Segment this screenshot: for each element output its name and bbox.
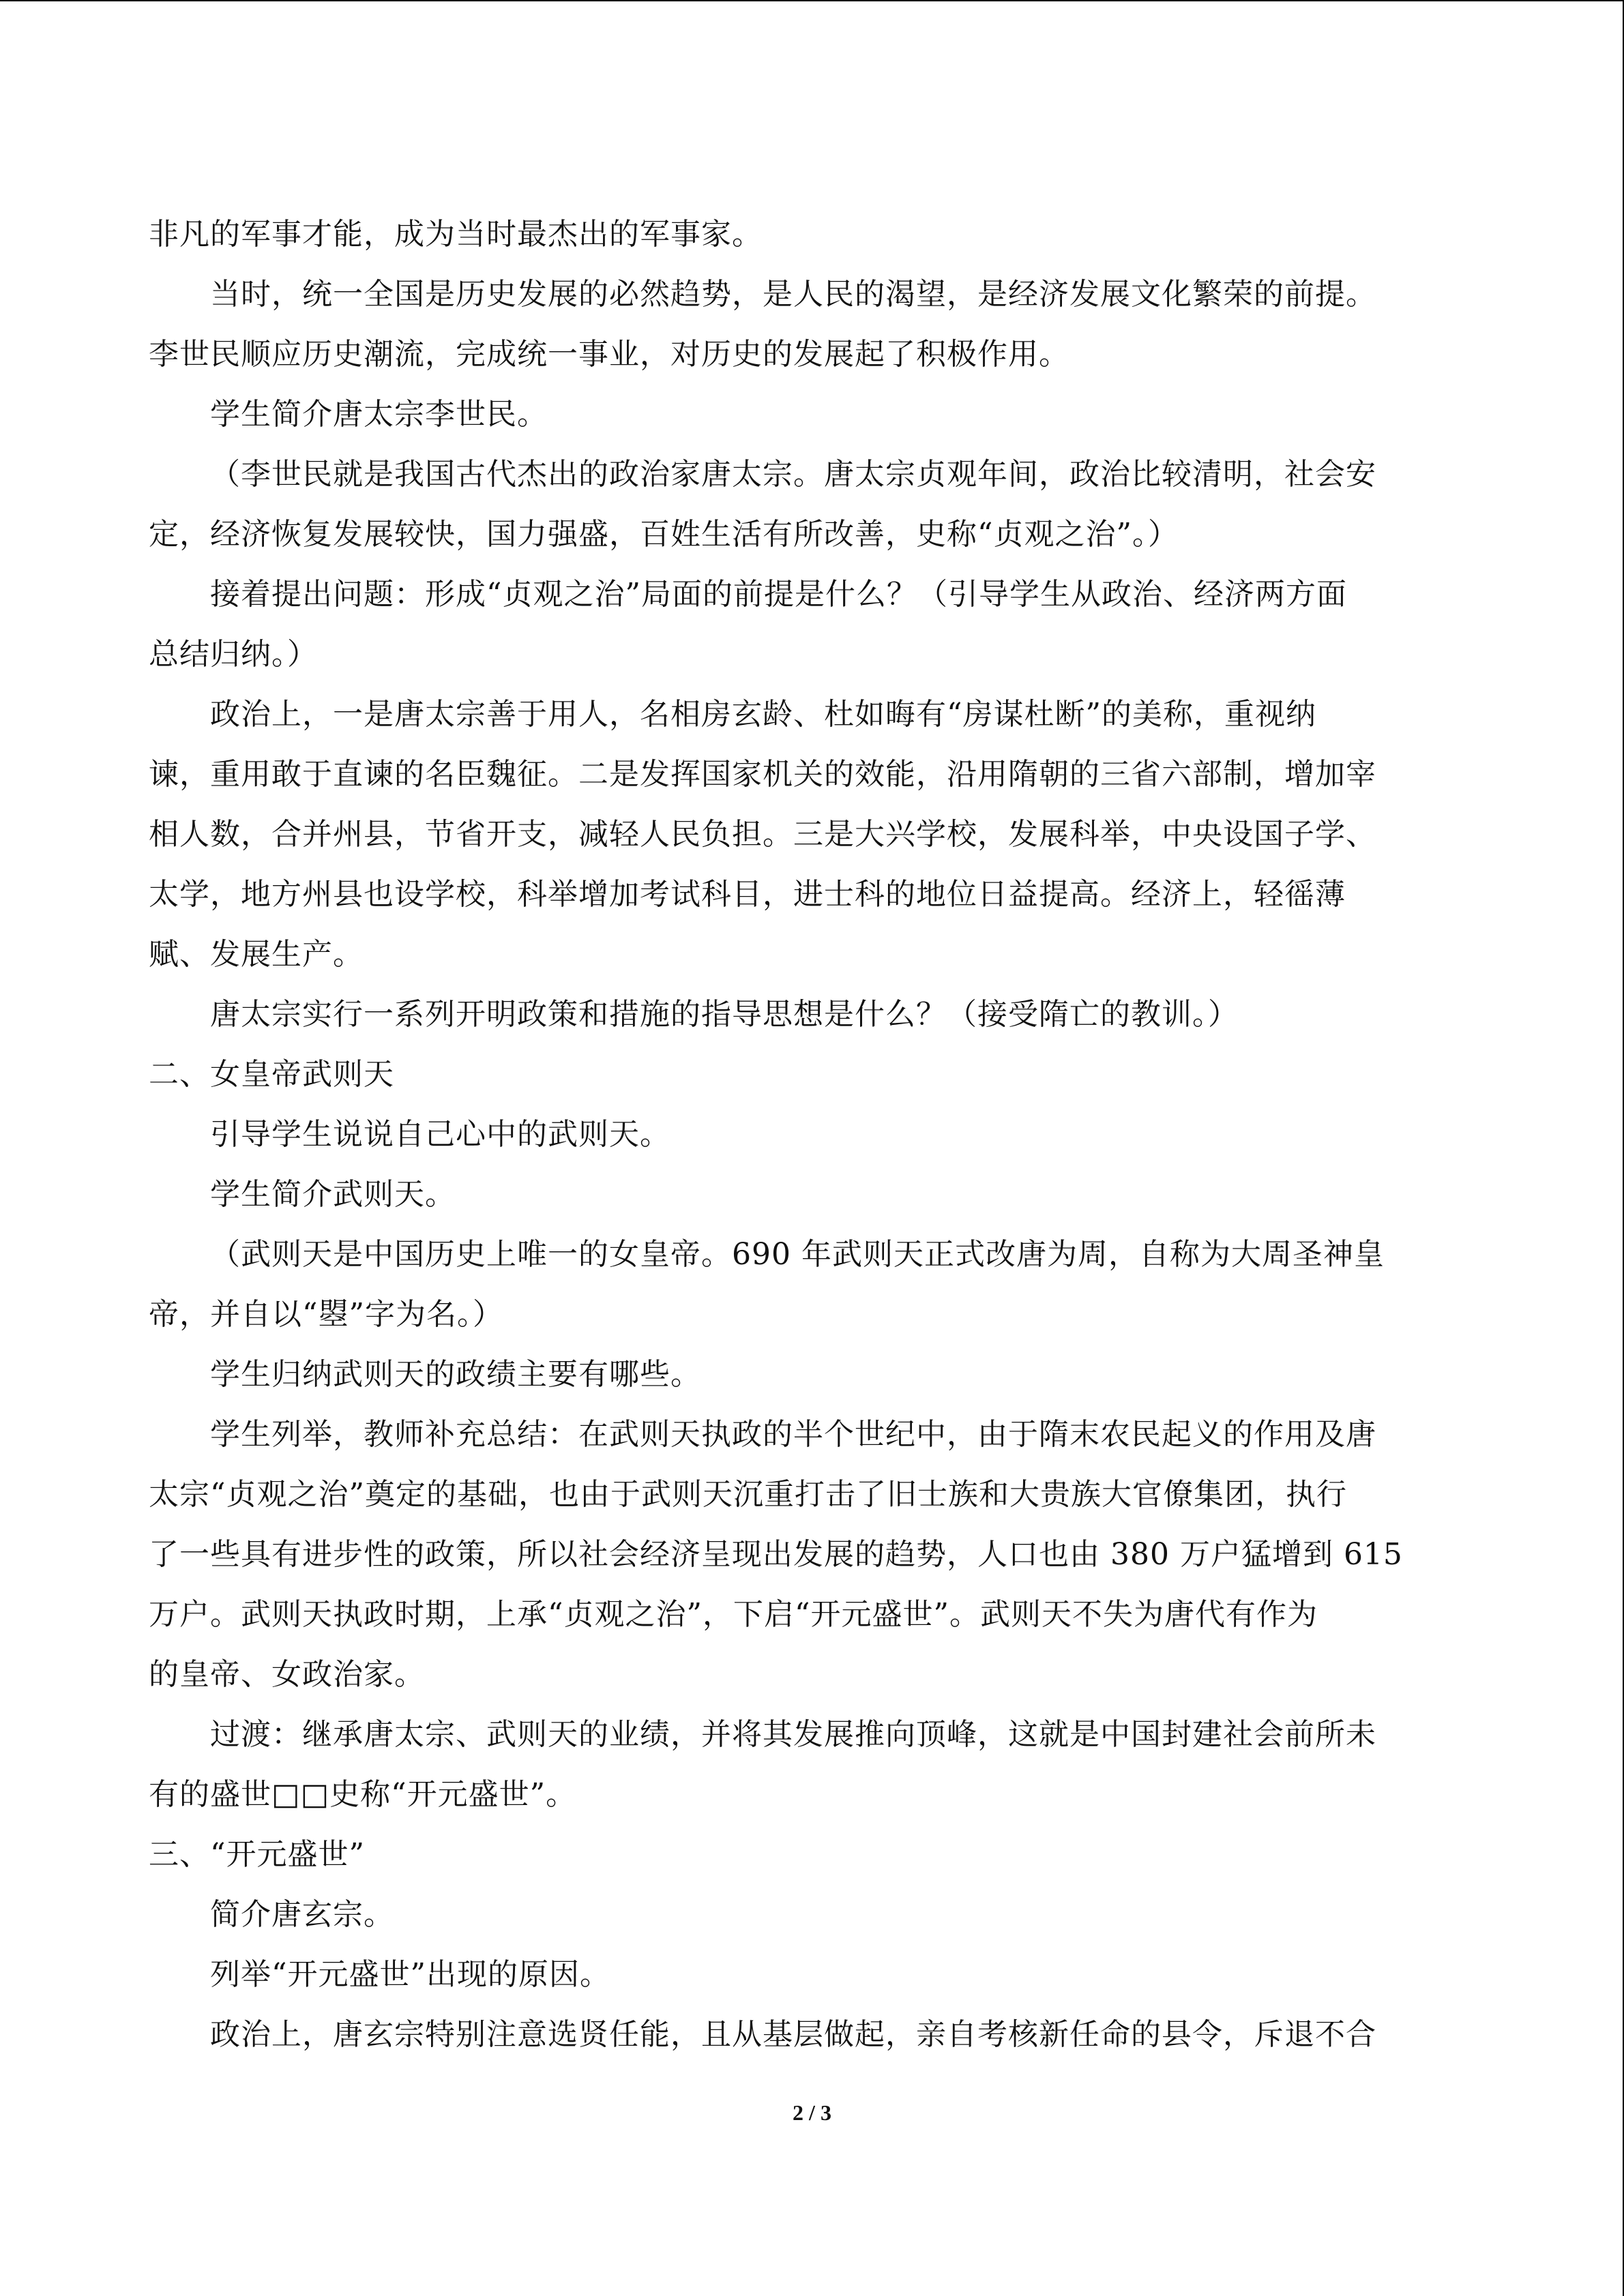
body-line: 的皇帝、女政治家。: [149, 1657, 425, 1692]
body-line: 简介唐玄宗。: [210, 1897, 394, 1932]
body-line: 非凡的军事才能，成为当时最杰出的军事家。: [149, 217, 763, 252]
body-line: 谏，重用敢于直谏的名臣魏征。二是发挥国家机关的效能，沿用隋朝的三省六部制，增加宰: [149, 757, 1376, 792]
page-border-top: [0, 0, 1624, 1]
document-body: [149, 205, 1458, 2065]
body-line: 学生简介唐太宗李世民。: [210, 397, 548, 432]
body-line: 定，经济恢复发展较快，国力强盛，百姓生活有所改善，史称“贞观之治”。）: [149, 517, 1179, 552]
body-line: 当时，统一全国是历史发展的必然趋势，是人民的渴望，是经济发展文化繁荣的前提。: [210, 277, 1376, 312]
body-line: 帝，并自以“曌”字为名。）: [149, 1297, 503, 1332]
body-line: 太宗“贞观之治”奠定的基础，也由于武则天沉重打击了旧士族和大贵族大官僚集团，执行: [149, 1477, 1347, 1512]
body-line: （武则天是中国历史上唯一的女皇帝。690 年武则天正式改唐为周，自称为大周圣神皇: [210, 1237, 1385, 1272]
body-line: 接着提出问题：形成“贞观之治”局面的前提是什么？（引导学生从政治、经济两方面: [210, 577, 1347, 612]
body-line: 有的盛世□□史称“开元盛世”。: [149, 1777, 577, 1812]
page-number: 2 / 3: [793, 2100, 831, 2125]
body-line: 赋、发展生产。: [149, 937, 364, 972]
body-line: 过渡：继承唐太宗、武则天的业绩，并将其发展推向顶峰，这就是中国封建社会前所未: [210, 1717, 1376, 1752]
section-heading: 二、女皇帝武则天: [149, 1057, 394, 1092]
body-line: 了一些具有进步性的政策，所以社会经济呈现出发展的趋势，人口也由 380 万户猛增到 615: [149, 1537, 1403, 1572]
body-line: 学生简介武则天。: [210, 1177, 456, 1212]
body-line: 学生归纳武则天的政绩主要有哪些。: [210, 1357, 701, 1392]
body-line: 政治上，唐玄宗特别注意选贤任能，且从基层做起，亲自考核新任命的县令，斥退不合: [210, 2017, 1376, 2052]
body-line: 唐太宗实行一系列开明政策和措施的指导思想是什么？（接受隋亡的教训。）: [210, 997, 1239, 1032]
body-line: 总结归纳。）: [149, 637, 318, 672]
body-line: 列举“开元盛世”出现的原因。: [210, 1957, 610, 1992]
body-line: 政治上，一是唐太宗善于用人，名相房玄龄、杜如晦有“房谋杜断”的美称，重视纳: [210, 697, 1316, 732]
section-heading: 三、“开元盛世”: [149, 1837, 365, 1872]
body-line: 相人数，合并州县，节省开支，减轻人民负担。三是大兴学校，发展科举，中央设国子学、: [149, 817, 1376, 852]
body-line: 万户。武则天执政时期，上承“贞观之治”，下启“开元盛世”。武则天不失为唐代有作为: [149, 1597, 1318, 1632]
body-line: 李世民顺应历史潮流，完成统一事业，对历史的发展起了积极作用。: [149, 337, 1069, 372]
body-line: 太学，地方州县也设学校，科举增加考试科目，进士科的地位日益提高。经济上，轻徭薄: [149, 877, 1346, 912]
body-line: 学生列举，教师补充总结：在武则天执政的半个世纪中，由于隋末农民起义的作用及唐: [210, 1417, 1376, 1452]
body-line: （李世民就是我国古代杰出的政治家唐太宗。唐太宗贞观年间，政治比较清明，社会安: [210, 457, 1376, 492]
body-line: 引导学生说说自己心中的武则天。: [210, 1117, 670, 1152]
